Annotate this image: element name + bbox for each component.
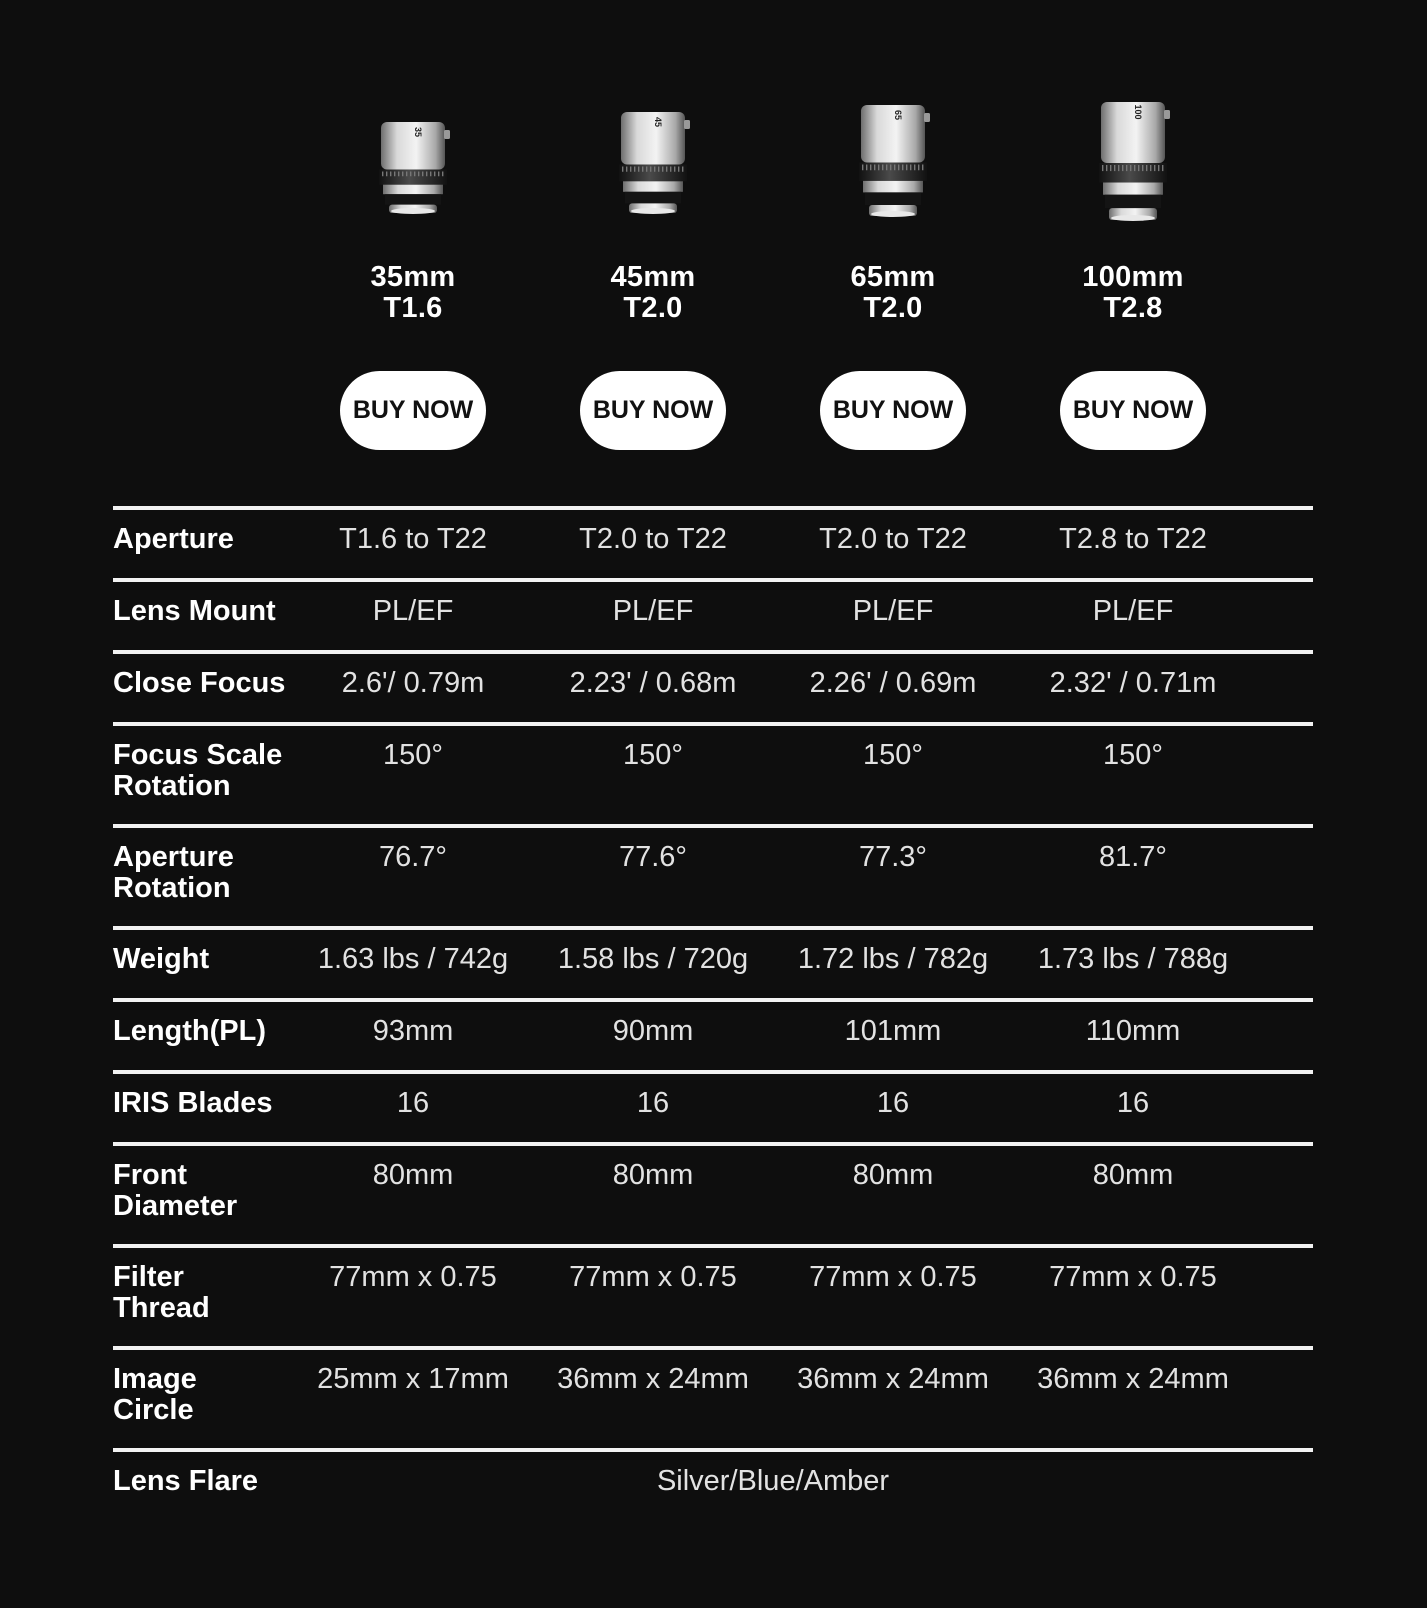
spec-label-line: Focus Scale [113,739,283,771]
spec-label-line: Lens Flare [113,1465,259,1497]
lens-illustration [613,110,693,215]
spec-label-line: IRIS Blades [113,1087,273,1119]
spec-value: 80mm [612,1159,694,1191]
spec-label-line: Length(PL) [113,1015,267,1047]
spec-label [113,1364,303,1426]
lens-illustration [373,120,453,215]
spec-value: 76.7° [378,841,448,873]
spec-value: 25mm x 17mm [317,1363,509,1395]
spec-value: 77mm x 0.75 [809,1261,977,1293]
spec-value: 1.58 lbs / 720g [557,943,749,975]
spec-label [113,842,303,904]
spec-label-line: Weight [113,943,210,975]
spec-label [113,740,303,802]
spec-value: 81.7° [1098,841,1168,873]
spec-value: 1.73 lbs / 788g [1037,943,1229,975]
spec-value: 77.6° [618,841,688,873]
spec-value: PL/EF [852,595,934,627]
svg-text:65: 65 [893,109,903,121]
lens-column [1013,0,1253,460]
spec-label [113,596,303,627]
spec-value: 2.23' / 0.68m [569,667,737,699]
spec-label [113,668,303,699]
spec-row [113,506,1313,578]
spec-value: 36mm x 24mm [797,1363,989,1395]
spec-value: 150° [623,739,683,771]
spec-value: 36mm x 24mm [557,1363,749,1395]
spec-row [113,1244,1313,1346]
spec-label-line: Thread [113,1292,210,1324]
spec-value: 77mm x 0.75 [1049,1261,1217,1293]
spec-value: T1.6 to T22 [339,523,487,555]
spec-value-all-lenses: Silver/Blue/Amber [656,1465,890,1497]
buy-now-button[interactable]: BUY NOW [1060,371,1206,450]
spec-value: T2.8 to T22 [1059,523,1207,555]
svg-text:100: 100 [1133,104,1143,120]
lens-illustration [1093,100,1173,222]
spec-label-line: Rotation [113,770,231,802]
spec-label-line: Aperture [113,841,234,873]
svg-text:35: 35 [413,126,423,138]
spec-value: PL/EF [612,595,694,627]
spec-value: 150° [383,739,443,771]
lens-t-stop: T2.8 [1103,292,1163,324]
spec-value: T2.0 to T22 [579,523,727,555]
buy-now-button[interactable]: BUY NOW [340,371,486,450]
spec-value: 16 [1116,1087,1150,1119]
spec-row [113,1142,1313,1244]
lens-title [533,262,773,324]
spec-value: 150° [863,739,923,771]
spec-value: PL/EF [1092,595,1174,627]
lens-focal-length: 45mm [610,261,696,293]
spec-row [113,926,1313,998]
spec-row [113,1070,1313,1142]
spec-value: 110mm [1085,1015,1181,1047]
spec-row [113,1346,1313,1448]
spec-value: 90mm [612,1015,694,1047]
spec-label [113,1466,303,1497]
lens-t-stop: T2.0 [863,292,923,324]
spec-label [113,524,303,555]
spec-label-line: Diameter [113,1190,238,1222]
spec-value: 16 [396,1087,430,1119]
lens-title [773,262,1013,324]
spec-value: 2.6'/ 0.79m [341,667,485,699]
spec-value: 1.63 lbs / 742g [317,943,509,975]
spec-label [113,1262,303,1324]
cine-lens-45mm-image [613,110,693,220]
lens-title [1013,262,1253,324]
spec-label-line: Front [113,1159,188,1191]
spec-value: 80mm [852,1159,934,1191]
cine-lens-100mm-image [1093,100,1173,227]
spec-row [113,824,1313,926]
spec-label-line: Image [113,1363,197,1395]
spec-label-line: Circle [113,1394,194,1426]
spec-value: 77mm x 0.75 [329,1261,497,1293]
spec-value: 93mm [372,1015,454,1047]
lens-title [293,262,533,324]
spec-value: 16 [636,1087,670,1119]
spec-label [113,944,303,975]
spec-value: 36mm x 24mm [1037,1363,1229,1395]
spec-value: T2.0 to T22 [819,523,967,555]
cine-lens-35mm-image [373,120,453,220]
spec-value: 2.26' / 0.69m [809,667,977,699]
spec-value: 2.32' / 0.71m [1049,667,1217,699]
spec-row [113,998,1313,1070]
lens-t-stop: T2.0 [623,292,683,324]
spec-value: 80mm [372,1159,454,1191]
spec-value: 80mm [1092,1159,1174,1191]
spec-label-line: Aperture [113,523,234,555]
lens-focal-length: 65mm [850,261,936,293]
spec-value: PL/EF [372,595,454,627]
svg-text:45: 45 [653,116,663,128]
lens-focal-length: 100mm [1082,261,1184,293]
cine-lens-65mm-image [853,103,933,223]
lens-column [773,0,1013,460]
spec-value: 16 [876,1087,910,1119]
lens-illustration [853,103,933,218]
spec-row [113,722,1313,824]
spec-value: 101mm [844,1015,942,1047]
spec-value: 150° [1103,739,1163,771]
spec-label [113,1016,303,1047]
lens-focal-length: 35mm [370,261,456,293]
spec-table [113,506,1313,1520]
buy-now-button[interactable]: BUY NOW [580,371,726,450]
spec-value: 1.72 lbs / 782g [797,943,989,975]
spec-label-line: Lens Mount [113,595,276,627]
spec-row [113,1448,1313,1520]
spec-label-line: Rotation [113,872,231,904]
lens-t-stop: T1.6 [383,292,443,324]
spec-label-line: Filter [113,1261,184,1293]
spec-row [113,578,1313,650]
spec-label [113,1160,303,1222]
lens-column [293,0,533,460]
spec-value: 77.3° [858,841,928,873]
spec-row [113,650,1313,722]
spec-label [113,1088,303,1119]
spec-value: 77mm x 0.75 [569,1261,737,1293]
spec-label-line: Close Focus [113,667,286,699]
buy-now-button[interactable]: BUY NOW [820,371,966,450]
lens-column [533,0,773,460]
